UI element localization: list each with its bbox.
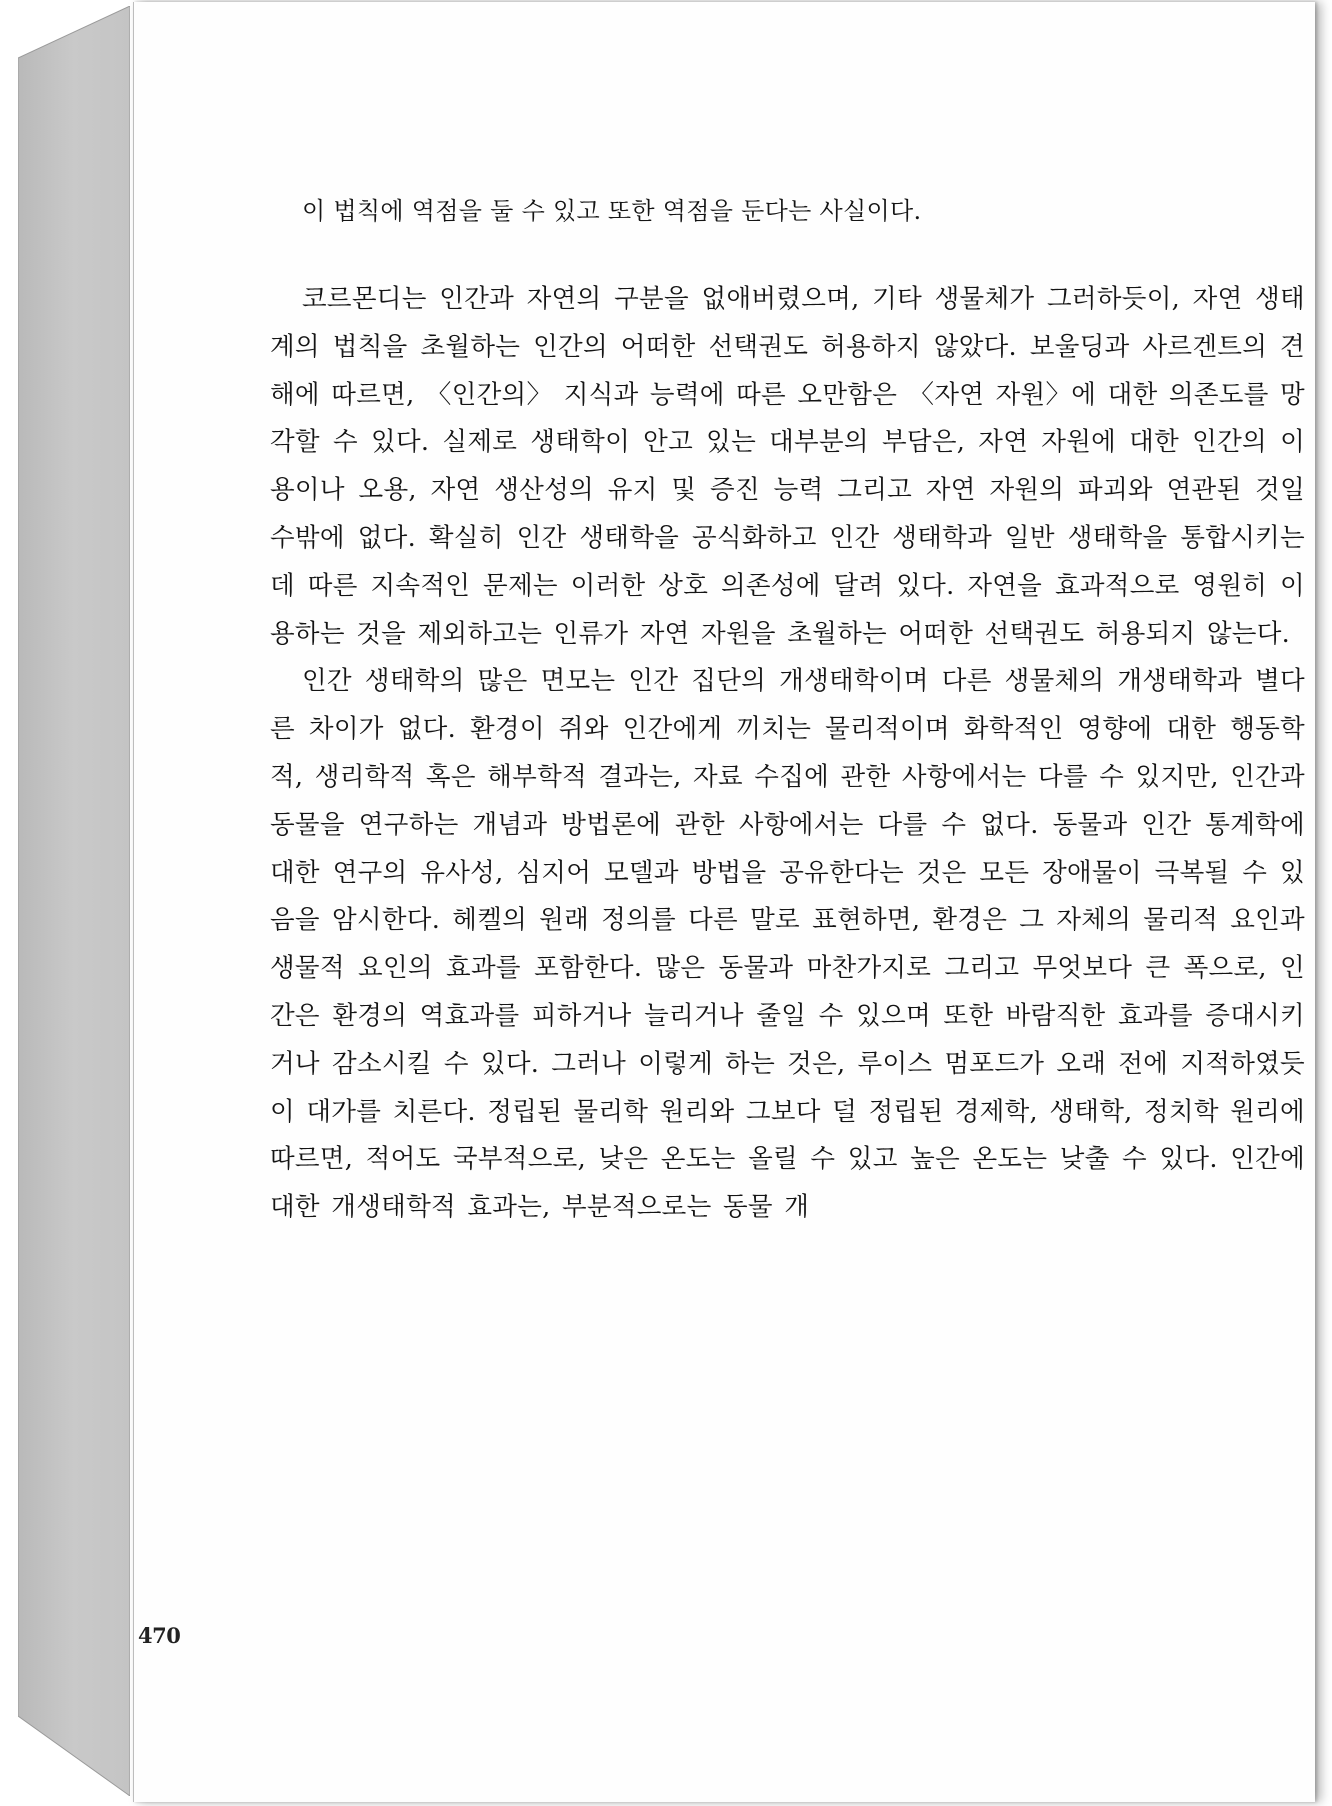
book-spine xyxy=(18,6,130,1796)
page-number: 470 xyxy=(138,1623,181,1648)
paragraph: 코르몬디는 인간과 자연의 구분을 없애버렸으며, 기타 생물체가 그러하듯이, 자연 생태계의 법칙을 초월하는 인간의 어떠한 선택권도 허용하지 않았다. 보울딩과 사르겐트의 견해에 따르면, 〈인간의〉 지식과 능력에 따른 오만함은 〈자연 자원〉에 대한 의존도를 망각할 수 있다. 실제로 생태학이 안고 있는 대부분의 부담은, 자연 자원에 대한 인간의 이용이나 오용, 자연 생산성의 유지 및 증진 능력 그리고 자연 자원의 파괴와 연관된 것일 수밖에 없다. 확실히 인간 생태학을 공식화하고 인간 생태학과 일반 생태학을 통합시키는 데 따른 지속적인 문제는 이러한 상호 의존성에 달려 있다. 자연을 효과적으로 영원히 이용하는 것을 제외하고는 인류가 자연 자원을 초월하는 어떠한 선택권도 허용되지 않는다. xyxy=(270,284,1305,649)
book-page xyxy=(133,2,1315,1802)
paragraph: 인간 생태학의 많은 면모는 인간 집단의 개생태학이며 다른 생물체의 개생태학과 별다른 차이가 없다. 환경이 쥐와 인간에게 끼치는 물리적이며 화학적인 영향에 대한 행동학적, 생리학적 혹은 해부학적 결과는, 자료 수집에 관한 사항에서는 다를 수 있지만, 인간과 동물을 연구하는 개념과 방법론에 관한 사항에서는 다를 수 없다. 동물과 인간 통계학에 대한 연구의 유사성, 심지어 모델과 방법을 공유한다는 것은 모든 장애물이 극복될 수 있음을 암시한다. 헤켈의 원래 정의를 다른 말로 표현하면, 환경은 그 자체의 물리적 요인과 생물적 요인의 효과를 포함한다. 많은 동물과 마찬가지로 그리고 무엇보다 큰 폭으로, 인간은 환경의 역효과를 피하거나 늘리거나 줄일 수 있으며 또한 바람직한 효과를 증대시키거나 감소시킬 수 있다. 그러나 이렇게 하는 것은, 루이스 멈포드가 오래 전에 지적하였듯이 대가를 치른다. 정립된 물리학 원리와 그보다 덜 정립된 경제학, 생태학, 정치학 원리에 따르면, 적어도 국부적으로, 낮은 온도는 올릴 수 있고 높은 온도는 낮출 수 있다. 인간에 대한 개생태학적 효과는, 부분적으로는 동물 개 xyxy=(270,666,1305,1223)
page-body xyxy=(270,192,1305,1232)
continuation-line: 이 법칙에 역점을 둘 수 있고 또한 역점을 둔다는 사실이다. xyxy=(302,197,922,225)
